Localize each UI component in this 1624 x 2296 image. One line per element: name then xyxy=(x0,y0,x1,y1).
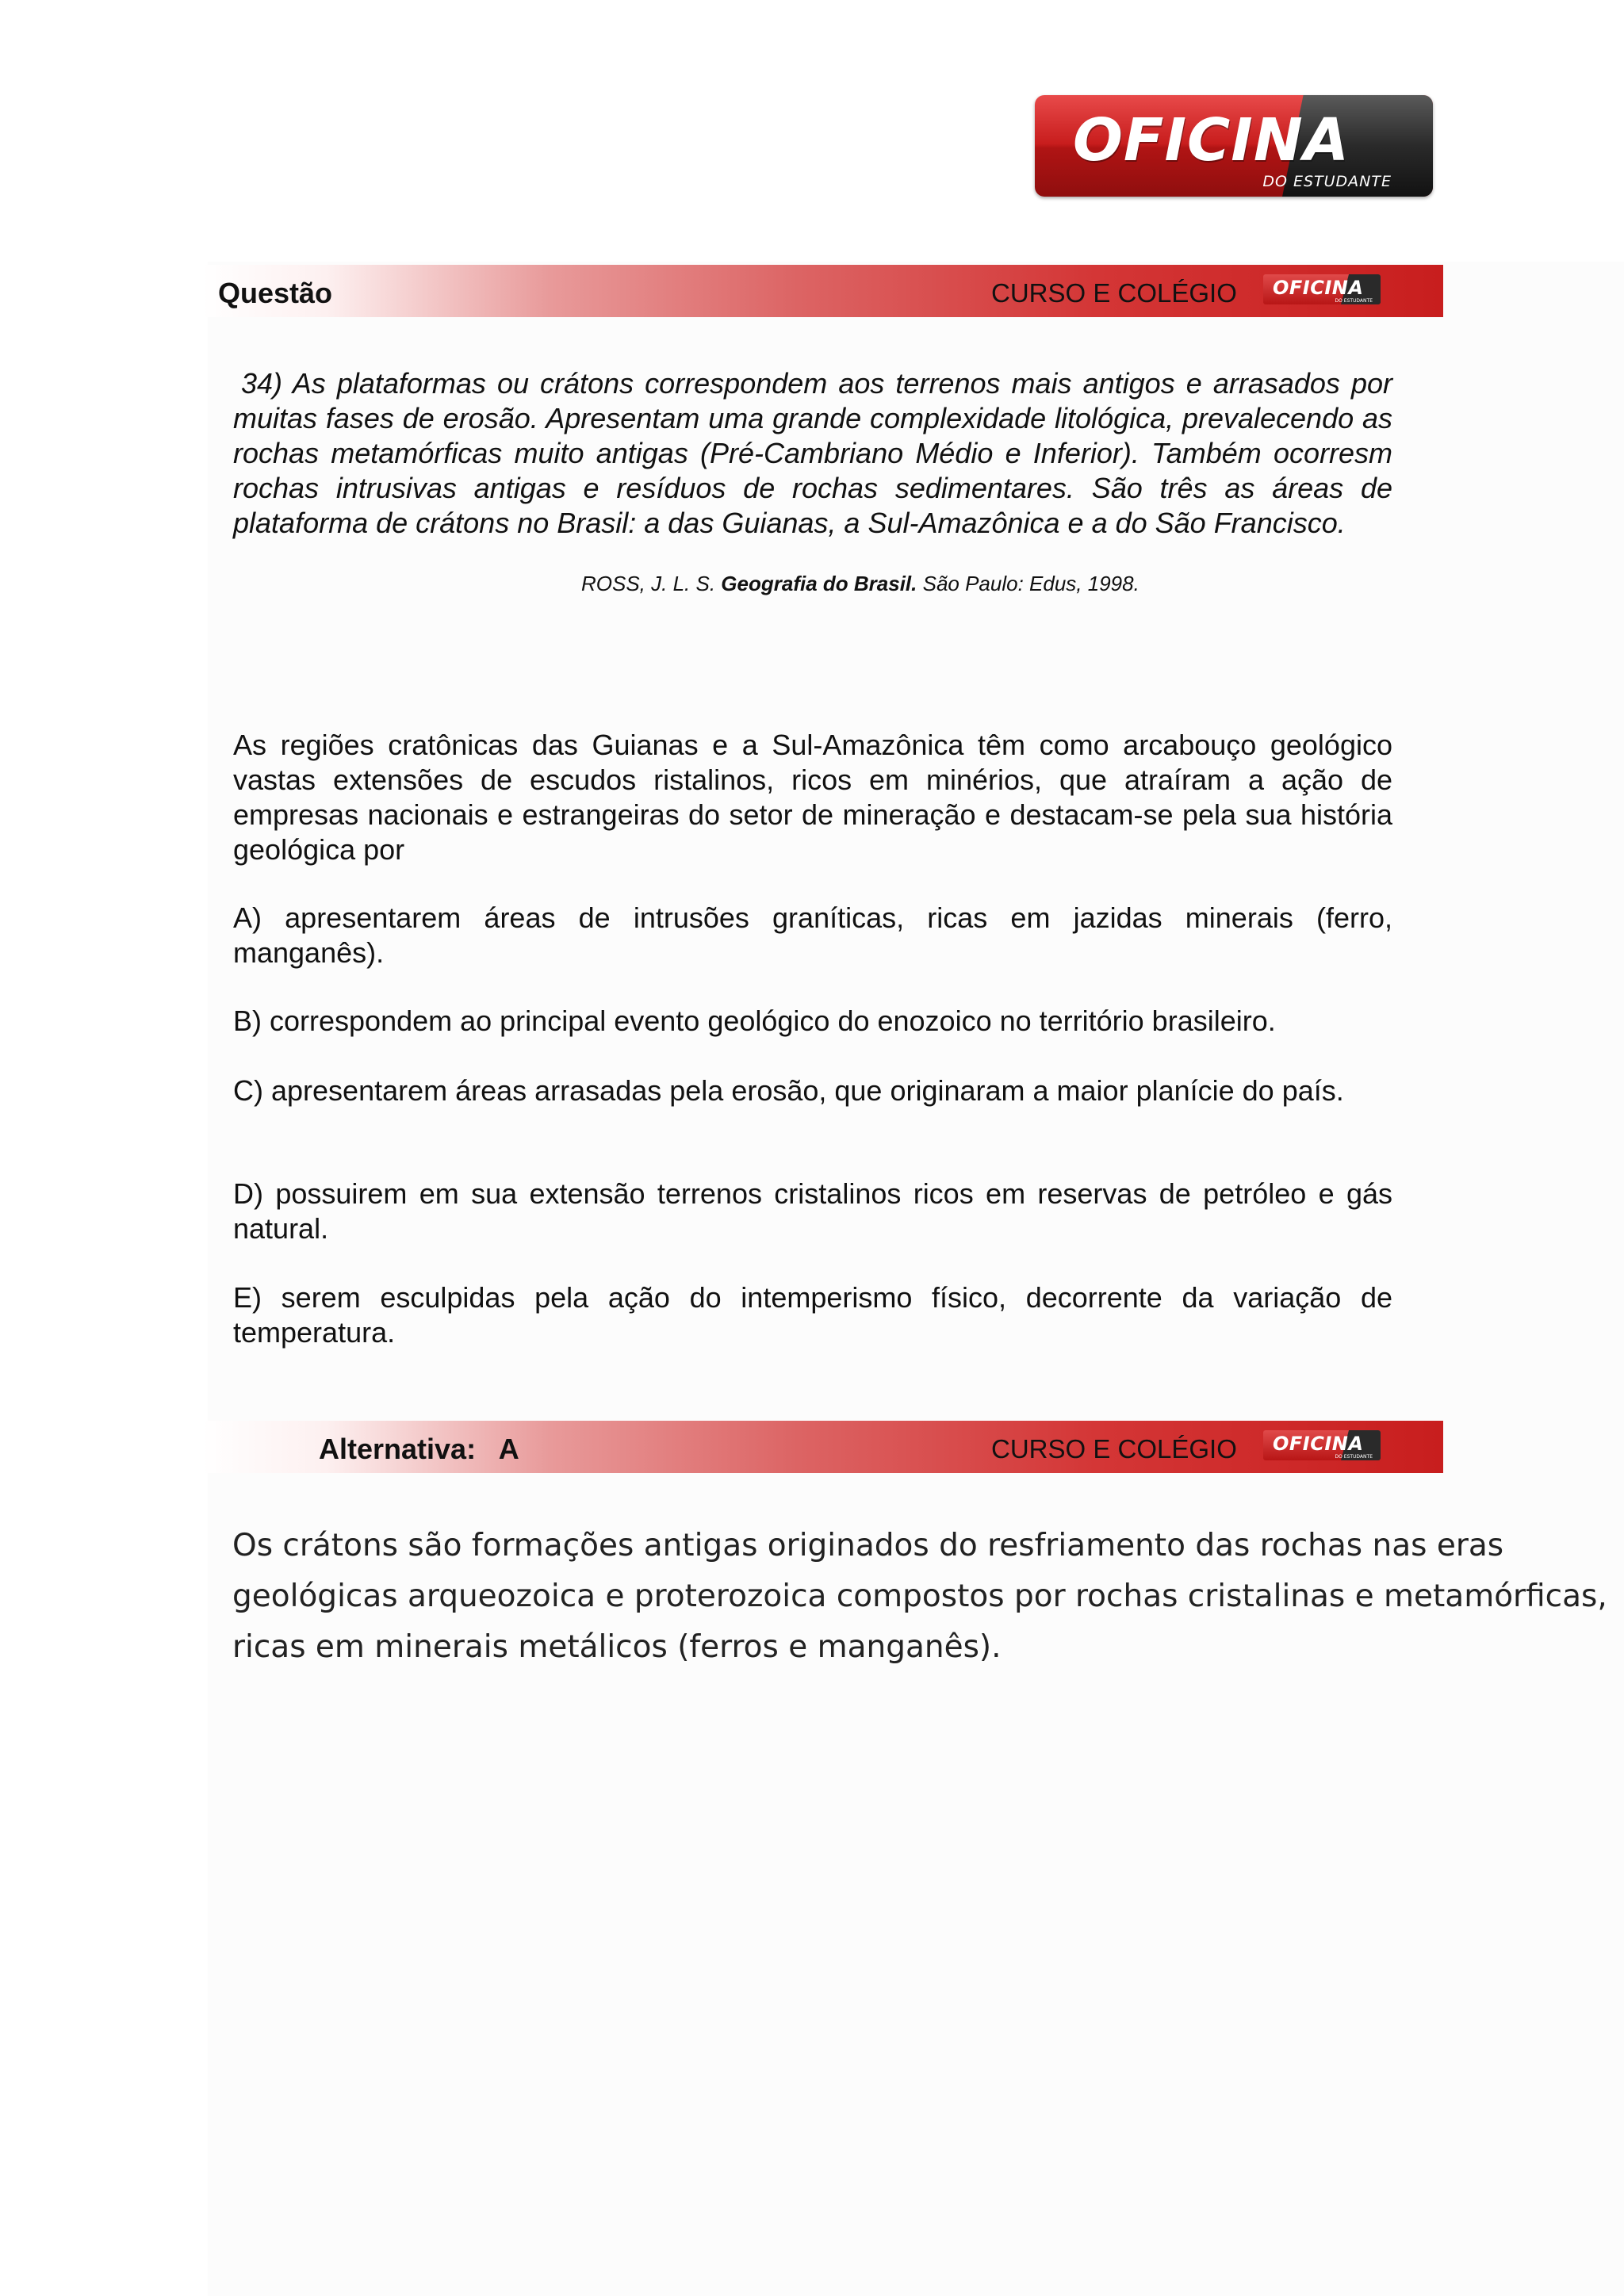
question-header-bar xyxy=(202,265,1443,317)
option-b: B) correspondem ao principal evento geológico do enozoico no território brasileiro. xyxy=(233,1004,1276,1037)
answer-header-bar xyxy=(202,1421,1443,1473)
course-label: CURSO E COLÉGIO xyxy=(991,1434,1237,1464)
source-title: Geografia do Brasil. xyxy=(721,572,917,595)
course-label: CURSO E COLÉGIO xyxy=(991,278,1237,308)
answer-value: A xyxy=(498,1433,519,1465)
option-c: C) apresentarem áreas arrasadas pela erosão, que originaram a maior planície do país. xyxy=(233,1074,1344,1107)
answer-explanation: Os crátons são formações antigas originados do resfriamento das rochas nas eras geológicas arqueozoica e proterozoica compostos por rochas cristalinas e metamórficas, ricas em minerais metálicos (ferros e manganês). xyxy=(232,1528,1607,1665)
mini-oficina-logo xyxy=(1263,1430,1381,1460)
mini-logo-tagline: DO ESTUDANTE xyxy=(1335,298,1373,304)
passage-text: 34) As plataformas ou crátons correspondem aos terrenos mais antigos e arrasados por muitas fases de erosão. Apresentam uma grande complexidade litológica, prevalecendo as rochas metamórficas muito antigas (Pré-Cambriano Médio e Inferior). Também ocorresm rochas intrusivas antigas e resíduos de rochas sedimentares. São três as áreas de plataforma de crátons no Brasil: a das Guianas, a Sul-Amazônica e a do São Francisco. xyxy=(233,367,1392,539)
mini-oficina-logo xyxy=(1263,274,1381,304)
mini-logo-wordmark: OFICINA xyxy=(1273,1433,1364,1455)
logo-wordmark: OFICINA xyxy=(1073,106,1350,174)
mini-logo-wordmark: OFICINA xyxy=(1273,277,1364,299)
logo-tagline: DO ESTUDANTE xyxy=(1262,173,1392,190)
oficina-logo xyxy=(1035,95,1433,197)
question-header-title: Questão xyxy=(218,277,333,309)
option-a: A) apresentarem áreas de intrusões graníticas, ricas em jazidas minerais (ferro, manganês). xyxy=(233,901,1392,969)
source-publisher: São Paulo: Edus, 1998. xyxy=(922,572,1139,595)
question-stem: As regiões cratônicas das Guianas e a Sul-Amazônica têm como arcabouço geológico vastas extensões de escudos ristalinos, ricos em minérios, que atraíram a ação de empresas nacionais e estrangeiras do setor de mineração e destacam-se pela sua história geológica por xyxy=(233,729,1392,866)
option-e: E) serem esculpidas pela ação do intemperismo físico, decorrente da variação de temperatura. xyxy=(233,1281,1392,1349)
option-d: D) possuirem em sua extensão terrenos cristalinos ricos em reservas de petróleo e gás natural. xyxy=(233,1177,1392,1245)
mini-logo-tagline: DO ESTUDANTE xyxy=(1335,1454,1373,1460)
answer-label: Alternativa: xyxy=(319,1433,477,1465)
page-background xyxy=(208,262,1624,2296)
answer-header-title xyxy=(319,1433,519,1466)
source-author: ROSS, J. L. S. xyxy=(581,572,716,595)
passage-source xyxy=(581,572,1454,596)
